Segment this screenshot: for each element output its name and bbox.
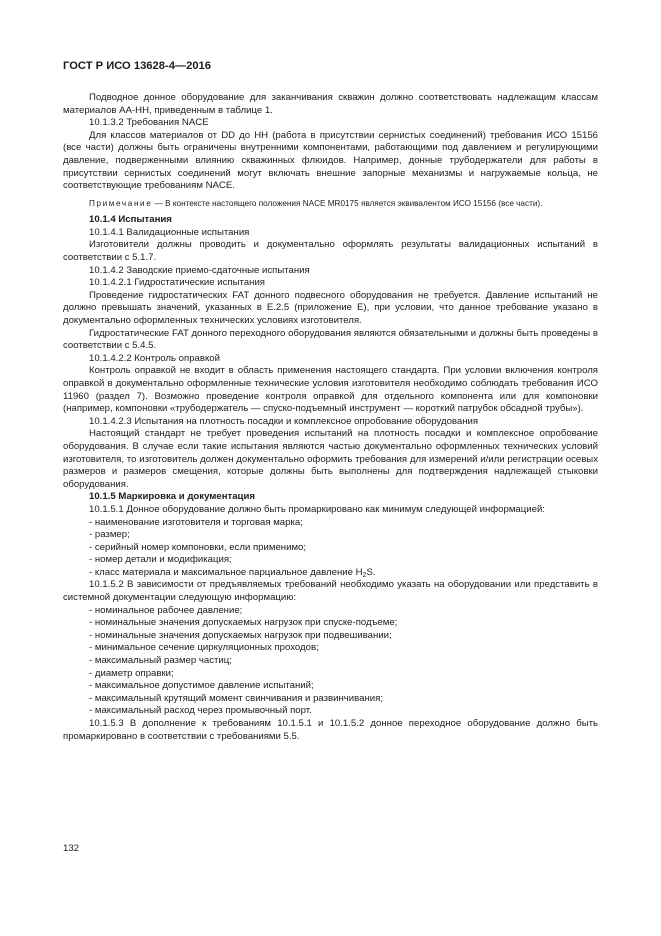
paragraph: 10.1.5.1 Донное оборудование должно быть промаркировано как минимум следующей информацией: bbox=[89, 503, 545, 515]
paragraph: Для классов материалов от DD до HH (работа в присутствии сернистых соединений) требования ИСО 15156 (все части) должны быть ограничены внутренними компонентами, работающими под давлением и регулирующими давление, подверженными влиянию скважинных флюидов. Например, донные трубодержатели для работы в присутствии сернистых соединений могут включать внешние запорные механизмы и нагружаемые кольца, не соответствующие требованиям NACE. bbox=[63, 129, 598, 192]
list-item: - диаметр оправки; bbox=[89, 667, 174, 679]
list-item: - минимальное сечение циркуляционных проходов; bbox=[89, 642, 319, 654]
list-item: - максимальный крутящий момент свинчивания и развинчивания; bbox=[89, 692, 383, 704]
subscript: 2 bbox=[362, 571, 367, 579]
section-heading: 10.1.4 Испытания bbox=[89, 214, 172, 226]
document-page bbox=[63, 60, 598, 743]
list-item: - номер детали и модификация; bbox=[89, 554, 232, 566]
paragraph: 10.1.5.2 В зависимости от предъявляемых требований необходимо указать на оборудовании или представить в системной документации следующую информацию: bbox=[63, 579, 598, 604]
document-body bbox=[63, 92, 598, 743]
paragraph: Контроль оправкой не входит в область применения настоящего стандарта. При условии включения контроля оправкой в документально оформленные технические условия изготовителя необходимо соблюдать требования ИСО 11960 (раздел 7). Возможно проведение контроля оправкой для отдельного компонента или для компоновки (например, компоновки «трубодержатель — спуско-подъемный инструмент — короткий патрубок обсадной трубы»). bbox=[63, 365, 598, 415]
list-item: - максимальный расход через промывочный порт. bbox=[89, 705, 312, 717]
paragraph: Гидростатические FAT донного переходного оборудования являются обязательными и должны быть проведены в соответствии с 5.4.5. bbox=[63, 327, 598, 352]
document-header: ГОСТ Р ИСО 13628-4—2016 bbox=[63, 60, 211, 72]
list-item: - размер; bbox=[89, 529, 130, 541]
clause-heading: 10.1.4.2.2 Контроль оправкой bbox=[89, 352, 220, 364]
section-heading: 10.1.5 Маркировка и документация bbox=[89, 491, 255, 503]
list-item: - серийный номер компоновки, если применимо; bbox=[89, 541, 307, 553]
note-text: — В контексте настоящего положения NACE MR0175 является эквивалентом ИСО 15156 (все части). bbox=[152, 198, 543, 208]
note-label: Примечание bbox=[89, 198, 153, 208]
paragraph: Проведение гидростатических FAT донного подвесного оборудования не требуется. Давление испытаний не должно превышать значений, указанных в Е.2.5 (приложение Е), при условии, что данное требование указано в документально оформленных технических условиях изготовителя. bbox=[63, 289, 598, 326]
clause-heading: 10.1.3.2 Требования NACE bbox=[89, 117, 209, 129]
list-item: - номинальные значения допускаемых нагрузок при подвешивании; bbox=[89, 629, 392, 641]
paragraph: 10.1.5.3 В дополнение к требованиям 10.1.5.1 и 10.1.5.2 донное переходное оборудование должно быть промаркировано в соответствии с требованиями 5.5. bbox=[63, 718, 598, 742]
list-item-text: S. bbox=[366, 566, 376, 578]
list-item: - максимальное допустимое давление испытаний; bbox=[89, 680, 314, 692]
clause-heading: 10.1.4.1 Валидационные испытания bbox=[89, 226, 250, 238]
page-number: 132 bbox=[63, 843, 80, 854]
paragraph: Настоящий стандарт не требует проведения испытаний на плотность посадки и комплексное опробование оборудования. В случае если такие испытания являются частью документально оформленных технических условий изготовителя, то изготовитель должен документально оформить требования для измерений и/или регистрации осевых размеров и размеров смещения, которые должны быть выполнены для подтверждения надлежащей стыковки оборудования. bbox=[63, 428, 598, 490]
list-item: - максимальный размер частиц; bbox=[89, 655, 232, 667]
clause-heading: 10.1.4.2 Заводские приемо-сдаточные испытания bbox=[89, 264, 310, 276]
list-item bbox=[63, 567, 598, 580]
clause-heading: 10.1.4.2.1 Гидростатические испытания bbox=[89, 277, 265, 289]
list-item: - номинальные значения допускаемых нагрузок при спуске-подъеме; bbox=[89, 617, 398, 629]
paragraph: Подводное донное оборудование для заканчивания скважин должно соответствовать надлежащим классам материалов АА-НН, приведенным в таблице 1. bbox=[63, 92, 598, 116]
list-item-text: - класс материала и максимальное парциальное давление H bbox=[89, 566, 363, 578]
clause-heading: 10.1.4.2.3 Испытания на плотность посадки и комплексное опробование оборудования bbox=[89, 415, 479, 427]
note bbox=[63, 198, 598, 210]
paragraph: Изготовители должны проводить и документально оформлять результаты валидационных испытаний в соответствии с 5.1.7. bbox=[63, 239, 598, 264]
list-item: - наименование изготовителя и торговая марка; bbox=[89, 516, 303, 528]
list-item: - номинальное рабочее давление; bbox=[89, 604, 243, 616]
